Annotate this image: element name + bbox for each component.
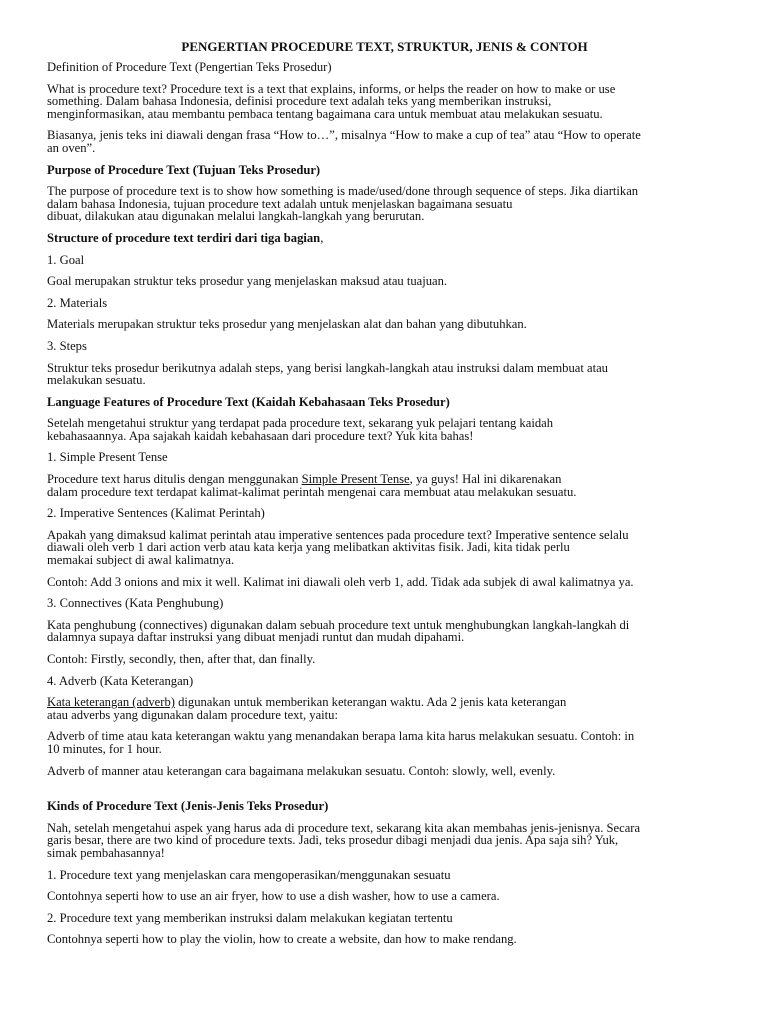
- feature-2-line-2: diawali oleh verb 1 dari action verb atau kata kerja yang melibatkan aktivitas fisik. Jadi, kita tidak perlu: [47, 540, 570, 555]
- structure-goal-label: 1. Goal: [47, 252, 85, 267]
- purpose-line-1: The purpose of procedure text is to show how something is made/used/done through sequence of steps. Jika diartikan: [47, 184, 639, 199]
- purpose-heading: Purpose of Procedure Text (Tujuan Teks Prosedur): [47, 162, 321, 177]
- adverb-link[interactable]: Kata keterangan (adverb): [47, 695, 175, 710]
- section-spacer: [47, 786, 722, 800]
- feature-1-label: 1. Simple Present Tense: [47, 450, 168, 465]
- kinds-intro-line-2: garis besar, there are two kind of procedure texts. Jadi, teks prosedur dibagi menjadi dua jenis. Apa saja sih? Yuk,: [47, 833, 619, 848]
- feature-4-label: 4. Adverb (Kata Keterangan): [47, 673, 194, 688]
- structure-heading-line: [47, 232, 722, 245]
- structure-materials-label: 2. Materials: [47, 295, 108, 310]
- howto-line-1: Biasanya, jenis teks ini diawali dengan frasa “How to…”, misalnya “How to make a cup of tea” atau “How to operate: [47, 128, 641, 143]
- feature-3-desc: [47, 619, 722, 644]
- kind-1-example: Contohnya seperti how to use an air fryer, how to use a dish washer, how to use a camera.: [47, 889, 500, 904]
- kinds-intro-line-1: Nah, setelah mengetahui aspek yang harus ada di procedure text, sekarang kita akan membahas jenis-jenisnya. Secara: [47, 820, 641, 835]
- feature-3-example: Contoh: Firstly, secondly, then, after that, dan finally.: [47, 652, 316, 666]
- howto-line-2: an oven”.: [47, 140, 96, 155]
- adverb-of-time: [47, 730, 722, 755]
- structure-steps-desc: [47, 362, 722, 387]
- adverb-time-line-1: Adverb of time atau kata keterangan waktu yang menandakan berapa lama kita harus melakukan sesuatu. Contoh: in: [47, 729, 635, 744]
- feature-3-line-2: dalamnya supaya daftar instruksi yang dibuat menjadi runtut dan mudah dipahami.: [47, 630, 465, 645]
- adverb-of-manner: Adverb of manner atau keterangan cara bagaimana melakukan sesuatu. Contoh: slowly, well, evenly.: [47, 763, 556, 778]
- language-intro: [47, 417, 722, 442]
- definition-heading: Definition of Procedure Text (Pengertian Teks Prosedur): [47, 60, 332, 74]
- feature-1-text-a: Procedure text harus ditulis dengan menggunakan: [47, 472, 302, 487]
- kinds-intro: [47, 822, 722, 860]
- definition-line-3: menginformasikan, atau membantu pembaca tentang bagaimana cara untuk membuat atau melakukan sesuatu.: [47, 106, 603, 121]
- structure-goal-desc: Goal merupakan struktur teks prosedur yang menjelaskan maksud atau tuajuan.: [47, 274, 448, 289]
- language-intro-line-1: Setelah mengetahui struktur yang terdapat pada procedure text, sekarang yuk pelajari tentang kaidah: [47, 416, 554, 431]
- feature-1-desc: [47, 473, 722, 498]
- page-title: PENGERTIAN PROCEDURE TEXT, STRUKTUR, JENIS & CONTOH: [181, 39, 588, 54]
- definition-paragraph: [47, 83, 722, 121]
- kind-1-label: 1. Procedure text yang menjelaskan cara mengoperasikan/menggunakan sesuatu: [47, 867, 451, 882]
- steps-line-2: melakukan sesuatu.: [47, 373, 146, 388]
- purpose-line-3: dibuat, dilakukan atau digunakan melalui langkah-langkah yang berurutan.: [47, 209, 425, 224]
- language-intro-line-2: kebahasaannya. Apa sajakah kaidah kebahasaan dari procedure text? Yuk kita bahas!: [47, 428, 474, 443]
- definition-line-1: What is procedure text? Procedure text is a text that explains, informs, or helps the reader on how to make or use: [47, 81, 616, 96]
- definition-line-2: something. Dalam bahasa Indonesia, definisi procedure text adalah teks yang memberikan instruksi,: [47, 94, 552, 109]
- structure-materials-desc: Materials merupakan struktur teks prosedur yang menjelaskan alat dan bahan yang dibutuhkan.: [47, 317, 527, 332]
- feature-3-line-1: Kata penghubung (connectives) digunakan dalam sebuah procedure text untuk menghubungkan langkah-langkah di: [47, 617, 630, 632]
- steps-line-1: Struktur teks prosedur berikutnya adalah steps, yang berisi langkah-langkah atau instruksi dalam membuat atau: [47, 360, 608, 375]
- kind-2-label: 2. Procedure text yang memberikan instruksi dalam melakukan kegiatan tertentu: [47, 910, 453, 925]
- purpose-line-2: dalam bahasa Indonesia, tujuan procedure text adalah untuk menjelaskan bagaimana sesuatu: [47, 196, 513, 211]
- feature-4-line-2: atau adverbs yang digunakan dalam procedure text, yaitu:: [47, 707, 338, 722]
- structure-heading: Structure of procedure text terdiri dari tiga bagian: [47, 230, 321, 245]
- feature-2-desc: [47, 529, 722, 567]
- kinds-intro-line-3: simak pembahasannya!: [47, 845, 165, 860]
- language-heading: Language Features of Procedure Text (Kaidah Kebahasaan Teks Prosedur): [47, 394, 450, 409]
- structure-steps-label: 3. Steps: [47, 338, 87, 353]
- structure-heading-comma: ,: [320, 230, 324, 245]
- kinds-heading: Kinds of Procedure Text (Jenis-Jenis Teks Prosedur): [47, 799, 329, 814]
- adverb-time-line-2: 10 minutes, for 1 hour.: [47, 741, 162, 756]
- kind-2-example: Contohnya seperti how to play the violin, how to create a website, dan how to make rendang.: [47, 932, 517, 947]
- simple-present-tense-link[interactable]: Simple Present Tense: [301, 472, 410, 487]
- feature-2-label: 2. Imperative Sentences (Kalimat Perintah): [47, 506, 265, 521]
- feature-4-desc: [47, 696, 722, 721]
- feature-2-line-3: memakai subject di awal kalimatnya.: [47, 553, 235, 568]
- feature-4-text-b: digunakan untuk memberikan keterangan waktu. Ada 2 jenis kata keterangan: [174, 695, 567, 710]
- feature-3-label: 3. Connectives (Kata Penghubung): [47, 596, 224, 611]
- feature-2-line-1: Apakah yang dimaksud kalimat perintah atau imperative sentences pada procedure text? Imperative sentence selalu: [47, 527, 629, 542]
- feature-1-line-2: dalam procedure text terdapat kalimat-kalimat perintah mengenai cara membuat atau melakukan sesuatu.: [47, 484, 577, 499]
- feature-1-text-b: , ya guys! Hal ini dikarenakan: [409, 472, 562, 487]
- howto-paragraph: [47, 129, 722, 154]
- feature-2-example: Contoh: Add 3 onions and mix it well. Kalimat ini diawali oleh verb 1, add. Tidak ada subjek di awal kalimatnya ya.: [47, 574, 634, 589]
- purpose-paragraph: [47, 185, 722, 223]
